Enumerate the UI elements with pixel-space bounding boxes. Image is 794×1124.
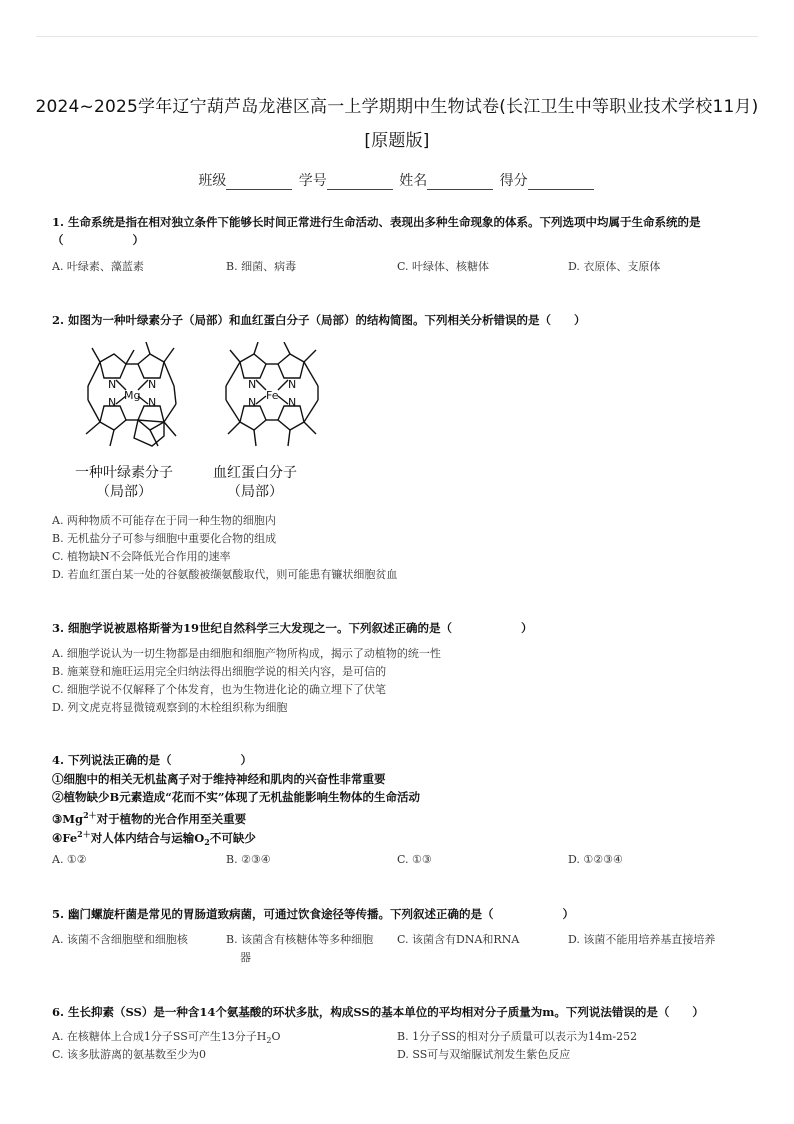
q1-option-c[interactable]: C. 叶绿体、核糖体 xyxy=(397,260,490,273)
question-6-stem: 6. 生长抑素（SS）是一种含14个氨基酸的环状多肽，构成SS的基本单位的平均相对分子质量为m。下列说法错误的是（ ） xyxy=(52,1005,704,1019)
q4-s3-post: 对于植物的光合作用至关重要 xyxy=(96,811,247,826)
q1-option-b[interactable]: B. 细菌、病毒 xyxy=(226,260,297,273)
heme-n-4: N xyxy=(288,396,297,409)
q4-statement-1: ①细胞中的相关无机盐离子对于维持神经和肌肉的兴奋性非常重要 xyxy=(52,772,386,786)
class-blank[interactable] xyxy=(226,175,292,190)
q5-option-a[interactable]: A. 该菌不含细胞壁和细胞核 xyxy=(52,933,188,946)
q3-option-c[interactable]: C. 细胞学说不仅解释了个体发育，也为生物进化论的确立埋下了伏笔 xyxy=(52,683,387,696)
name-blank[interactable] xyxy=(427,175,493,190)
q6-option-b[interactable]: B. 1分子SS的相对分子质量可以表示为14m-252 xyxy=(397,1030,638,1043)
question-1-stem-cont: （ ） xyxy=(52,233,144,247)
question-3-stem: 3. 细胞学说被恩格斯誉为19世纪自然科学三大发现之一。下列叙述正确的是（ ） xyxy=(52,621,533,635)
q4-s4-pre: ④Fe xyxy=(52,830,78,845)
q6-option-d[interactable]: D. SS可与双缩脲试剂发生紫色反应 xyxy=(397,1048,571,1061)
q5-option-b[interactable]: B. 该菌含有核糖体等多种细胞 xyxy=(226,933,374,946)
q5-option-c[interactable]: C. 该菌含有DNA和RNA xyxy=(397,933,520,946)
q3-option-b[interactable]: B. 施莱登和施旺运用完全归纳法得出细胞学说的相关内容，是可信的 xyxy=(52,665,387,678)
hemoglobin-caption-sub: （局部） xyxy=(227,484,283,500)
number-blank[interactable] xyxy=(327,175,393,190)
name-label: 姓名 xyxy=(399,173,428,189)
q6-a-sub: 2 xyxy=(266,1036,272,1046)
question-2-stem: 2. 如图为一种叶绿素分子（局部）和血红蛋白分子（局部）的结构简图。下列相关分析错误的是（ ） xyxy=(52,313,586,327)
q6-a-pre: A. 在核糖体上合成1分子SS可产生13分子H xyxy=(52,1030,267,1043)
score-blank[interactable] xyxy=(528,175,594,190)
q4-s4-post: 不可缺少 xyxy=(209,830,256,845)
q4-statement-4 xyxy=(52,826,256,851)
q6-option-c[interactable]: C. 该多肽游离的氨基数至少为0 xyxy=(52,1048,207,1061)
mg-atom-label: Mg xyxy=(124,389,141,402)
q1-option-a[interactable]: A. 叶绿素、藻蓝素 xyxy=(52,260,144,273)
score-label: 得分 xyxy=(499,173,528,189)
q6-a-post: O xyxy=(271,1030,281,1043)
class-label: 班级 xyxy=(198,173,227,189)
q3-option-a[interactable]: A. 细胞学说认为一切生物都是由细胞和细胞产物所构成，揭示了动植物的统一性 xyxy=(52,647,441,660)
q4-statement-3 xyxy=(52,807,246,828)
fe-atom-label: Fe xyxy=(266,389,279,402)
q5-option-d[interactable]: D. 该菌不能用培养基直接培养 xyxy=(568,933,716,946)
hemoglobin-caption: 血红蛋白分子 xyxy=(213,465,297,481)
q1-option-d[interactable]: D. 衣原体、支原体 xyxy=(568,260,661,273)
chlorophyll-caption-sub: （局部） xyxy=(96,484,152,500)
question-4-stem: 4. 下列说法正确的是（ ） xyxy=(52,753,253,767)
heme-n-1: N xyxy=(248,378,257,391)
q4-option-b[interactable]: B. ②③④ xyxy=(226,853,271,866)
q2-option-d[interactable]: D. 若血红蛋白某一处的谷氨酸被缬氨酸取代，则可能患有镰状细胞贫血 xyxy=(52,568,398,581)
chl-n-1: N xyxy=(108,378,117,391)
page-title: 2024~2025学年辽宁葫芦岛龙港区高一上学期期中生物试卷(长江卫生中等职业技术学校11月) xyxy=(35,97,759,117)
q2-option-a[interactable]: A. 两种物质不可能存在于同一种生物的细胞内 xyxy=(52,514,276,527)
q2-option-b[interactable]: B. 无机盐分子可参与细胞中重要化合物的组成 xyxy=(52,532,277,545)
heme-n-3: N xyxy=(248,396,257,409)
question-5-stem: 5. 幽门螺旋杆菌是常见的胃肠道致病菌，可通过饮食途径等传播。下列叙述正确的是（ ） xyxy=(52,907,575,921)
q4-option-d[interactable]: D. ①②③④ xyxy=(568,853,623,866)
question-1-stem: 1. 生命系统是指在相对独立条件下能够长时间正常进行生命活动、表现出多种生命现象的体系。下列选项中均属于生命系统的是 xyxy=(52,215,701,229)
q4-s3-pre: ③Mg xyxy=(52,811,84,826)
q4-s4-sub: 2 xyxy=(204,837,210,848)
q2-option-c[interactable]: C. 植物缺N不会降低光合作用的速率 xyxy=(52,550,231,563)
q3-option-d[interactable]: D. 列文虎克将显微镜观察到的木栓组织称为细胞 xyxy=(52,701,288,714)
q4-statement-2: ②植物缺少B元素造成“花而不实”体现了无机盐能影响生物体的生命活动 xyxy=(52,790,420,804)
heme-n-2: N xyxy=(288,378,297,391)
q4-s3-sup: 2＋ xyxy=(83,810,97,820)
page-subtitle: [原题版] xyxy=(364,131,430,151)
q4-option-a[interactable]: A. ①② xyxy=(52,853,87,866)
q4-option-c[interactable]: C. ①③ xyxy=(397,853,432,866)
chl-n-4: N xyxy=(148,396,157,409)
q5-option-b-cont: 器 xyxy=(240,951,251,964)
q4-s4-sup: 2＋ xyxy=(77,829,91,839)
q4-s4-mid: 对人体内结合与运输O xyxy=(90,830,205,845)
student-info-line xyxy=(0,170,794,190)
number-label: 学号 xyxy=(298,173,327,189)
chl-n-3: N xyxy=(108,396,117,409)
molecule-figure xyxy=(64,342,324,462)
chl-n-2: N xyxy=(148,378,157,391)
chlorophyll-caption: 一种叶绿素分子 xyxy=(75,465,173,481)
top-rule xyxy=(36,36,758,37)
